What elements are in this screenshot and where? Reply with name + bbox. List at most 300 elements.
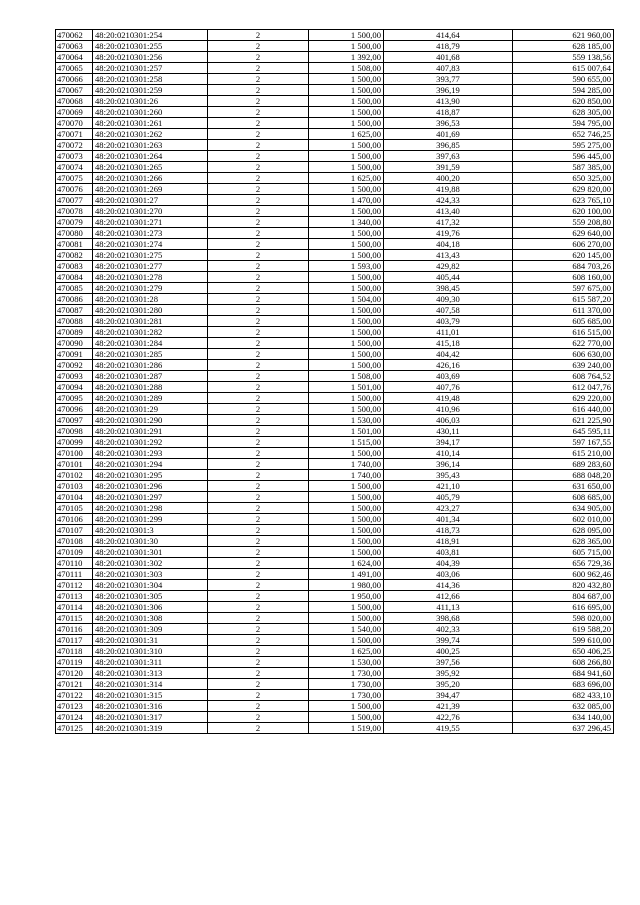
row-number-cell: 470084 (56, 272, 93, 283)
cadastral-value-cell: 628 185,00 (513, 41, 614, 52)
table-row (56, 701, 614, 712)
row-number-cell: 470108 (56, 536, 93, 547)
area-cell: 1 500,00 (309, 492, 384, 503)
specific-value-cell: 423,27 (384, 503, 513, 514)
row-number-cell: 470099 (56, 437, 93, 448)
specific-value-cell: 406,03 (384, 415, 513, 426)
cadastral-number-cell: 48:20:0210301:296 (93, 481, 208, 492)
cadastral-value-cell: 629 220,00 (513, 393, 614, 404)
category-code-cell: 2 (208, 250, 309, 261)
cadastral-value-cell: 650 325,00 (513, 173, 614, 184)
specific-value-cell: 396,53 (384, 118, 513, 129)
cadastral-number-cell: 48:20:0210301:282 (93, 327, 208, 338)
area-cell: 1 500,00 (309, 327, 384, 338)
cadastral-number-cell: 48:20:0210301:280 (93, 305, 208, 316)
cadastral-value-cell: 596 445,00 (513, 151, 614, 162)
specific-value-cell: 417,32 (384, 217, 513, 228)
area-cell: 1 500,00 (309, 602, 384, 613)
area-cell: 1 980,00 (309, 580, 384, 591)
cadastral-value-cell: 559 208,80 (513, 217, 614, 228)
row-number-cell: 470120 (56, 668, 93, 679)
category-code-cell: 2 (208, 30, 309, 41)
cadastral-value-cell: 598 020,00 (513, 613, 614, 624)
cadastral-value-cell: 590 655,00 (513, 74, 614, 85)
row-number-cell: 470073 (56, 151, 93, 162)
cadastral-value-cell: 594 285,00 (513, 85, 614, 96)
cadastral-value-cell: 608 266,80 (513, 657, 614, 668)
row-number-cell: 470069 (56, 107, 93, 118)
category-code-cell: 2 (208, 613, 309, 624)
cadastral-number-cell: 48:20:0210301:273 (93, 228, 208, 239)
category-code-cell: 2 (208, 228, 309, 239)
table-row (56, 305, 614, 316)
row-number-cell: 470098 (56, 426, 93, 437)
cadastral-value-cell: 628 365,00 (513, 536, 614, 547)
specific-value-cell: 418,87 (384, 107, 513, 118)
cadastral-number-cell: 48:20:0210301:311 (93, 657, 208, 668)
category-code-cell: 2 (208, 173, 309, 184)
specific-value-cell: 394,47 (384, 690, 513, 701)
category-code-cell: 2 (208, 657, 309, 668)
table-row (56, 481, 614, 492)
specific-value-cell: 418,91 (384, 536, 513, 547)
area-cell: 1 500,00 (309, 360, 384, 371)
area-cell: 1 500,00 (309, 305, 384, 316)
row-number-cell: 470113 (56, 591, 93, 602)
table-row (56, 459, 614, 470)
table-row (56, 129, 614, 140)
cadastral-value-cell: 820 432,80 (513, 580, 614, 591)
category-code-cell: 2 (208, 712, 309, 723)
category-code-cell: 2 (208, 437, 309, 448)
cadastral-number-cell: 48:20:0210301:270 (93, 206, 208, 217)
row-number-cell: 470082 (56, 250, 93, 261)
cadastral-number-cell: 48:20:0210301:285 (93, 349, 208, 360)
cadastral-number-cell: 48:20:0210301:29 (93, 404, 208, 415)
category-code-cell: 2 (208, 558, 309, 569)
table-row (56, 63, 614, 74)
specific-value-cell: 419,48 (384, 393, 513, 404)
cadastral-number-cell: 48:20:0210301:284 (93, 338, 208, 349)
category-code-cell: 2 (208, 624, 309, 635)
specific-value-cell: 400,20 (384, 173, 513, 184)
cadastral-value-cell: 602 010,00 (513, 514, 614, 525)
table-row (56, 228, 614, 239)
row-number-cell: 470085 (56, 283, 93, 294)
cadastral-value-cell: 621 225,90 (513, 415, 614, 426)
table-row (56, 591, 614, 602)
row-number-cell: 470064 (56, 52, 93, 63)
cadastral-number-cell: 48:20:0210301:266 (93, 173, 208, 184)
cadastral-number-cell: 48:20:0210301:265 (93, 162, 208, 173)
table-row (56, 173, 614, 184)
table-row (56, 602, 614, 613)
table-row (56, 415, 614, 426)
cadastral-value-cell: 605 715,00 (513, 547, 614, 558)
specific-value-cell: 404,39 (384, 558, 513, 569)
table-row (56, 613, 614, 624)
area-cell: 1 500,00 (309, 250, 384, 261)
row-number-cell: 470121 (56, 679, 93, 690)
cadastral-number-cell: 48:20:0210301:288 (93, 382, 208, 393)
table-row (56, 393, 614, 404)
category-code-cell: 2 (208, 338, 309, 349)
specific-value-cell: 401,68 (384, 52, 513, 63)
table-row (56, 558, 614, 569)
cadastral-value-cell: 684 703,26 (513, 261, 614, 272)
category-code-cell: 2 (208, 536, 309, 547)
cadastral-value-cell: 615 587,20 (513, 294, 614, 305)
cadastral-value-cell: 611 370,00 (513, 305, 614, 316)
cadastral-value-cell: 684 941,60 (513, 668, 614, 679)
row-number-cell: 470107 (56, 525, 93, 536)
specific-value-cell: 402,33 (384, 624, 513, 635)
cadastral-value-cell: 682 433,10 (513, 690, 614, 701)
cadastral-value-cell: 622 770,00 (513, 338, 614, 349)
row-number-cell: 470062 (56, 30, 93, 41)
area-cell: 1 500,00 (309, 536, 384, 547)
table-row (56, 646, 614, 657)
table-row (56, 162, 614, 173)
area-cell: 1 500,00 (309, 316, 384, 327)
category-code-cell: 2 (208, 151, 309, 162)
table-row (56, 635, 614, 646)
area-cell: 1 500,00 (309, 30, 384, 41)
cadastral-number-cell: 48:20:0210301:298 (93, 503, 208, 514)
cadastral-value-cell: 650 406,25 (513, 646, 614, 657)
specific-value-cell: 421,39 (384, 701, 513, 712)
area-cell: 1 624,00 (309, 558, 384, 569)
row-number-cell: 470123 (56, 701, 93, 712)
category-code-cell: 2 (208, 162, 309, 173)
category-code-cell: 2 (208, 96, 309, 107)
area-cell: 1 740,00 (309, 470, 384, 481)
cadastral-number-cell: 48:20:0210301:278 (93, 272, 208, 283)
area-cell: 1 500,00 (309, 448, 384, 459)
cadastral-value-cell: 612 047,76 (513, 382, 614, 393)
cadastral-value-cell: 600 962,46 (513, 569, 614, 580)
area-cell: 1 392,00 (309, 52, 384, 63)
cadastral-value-cell: 637 296,45 (513, 723, 614, 734)
category-code-cell: 2 (208, 52, 309, 63)
specific-value-cell: 403,69 (384, 371, 513, 382)
cadastral-number-cell: 48:20:0210301:262 (93, 129, 208, 140)
table-row (56, 624, 614, 635)
category-code-cell: 2 (208, 327, 309, 338)
cadastral-value-cell: 632 085,00 (513, 701, 614, 712)
cadastral-value-cell: 631 650,00 (513, 481, 614, 492)
cadastral-number-cell: 48:20:0210301:257 (93, 63, 208, 74)
specific-value-cell: 419,76 (384, 228, 513, 239)
row-number-cell: 470104 (56, 492, 93, 503)
area-cell: 1 500,00 (309, 41, 384, 52)
table-row (56, 338, 614, 349)
row-number-cell: 470089 (56, 327, 93, 338)
category-code-cell: 2 (208, 305, 309, 316)
category-code-cell: 2 (208, 74, 309, 85)
category-code-cell: 2 (208, 118, 309, 129)
cadastral-value-cell: 606 270,00 (513, 239, 614, 250)
category-code-cell: 2 (208, 602, 309, 613)
row-number-cell: 470076 (56, 184, 93, 195)
specific-value-cell: 407,83 (384, 63, 513, 74)
area-cell: 1 530,00 (309, 415, 384, 426)
area-cell: 1 540,00 (309, 624, 384, 635)
row-number-cell: 470071 (56, 129, 93, 140)
area-cell: 1 500,00 (309, 635, 384, 646)
table-row (56, 525, 614, 536)
table-body (56, 30, 614, 734)
cadastral-value-cell: 688 048,20 (513, 470, 614, 481)
cadastral-number-cell: 48:20:0210301:30 (93, 536, 208, 547)
row-number-cell: 470101 (56, 459, 93, 470)
row-number-cell: 470077 (56, 195, 93, 206)
row-number-cell: 470086 (56, 294, 93, 305)
cadastral-value-cell: 587 385,00 (513, 162, 614, 173)
cadastral-number-cell: 48:20:0210301:269 (93, 184, 208, 195)
category-code-cell: 2 (208, 503, 309, 514)
row-number-cell: 470092 (56, 360, 93, 371)
cadastral-value-cell: 620 850,00 (513, 96, 614, 107)
cadastral-number-cell: 48:20:0210301:301 (93, 547, 208, 558)
cadastral-value-cell: 606 630,00 (513, 349, 614, 360)
area-cell: 1 500,00 (309, 118, 384, 129)
table-row (56, 85, 614, 96)
cadastral-value-cell: 639 240,00 (513, 360, 614, 371)
specific-value-cell: 412,66 (384, 591, 513, 602)
row-number-cell: 470067 (56, 85, 93, 96)
row-number-cell: 470114 (56, 602, 93, 613)
cadastral-number-cell: 48:20:0210301:302 (93, 558, 208, 569)
category-code-cell: 2 (208, 283, 309, 294)
row-number-cell: 470119 (56, 657, 93, 668)
category-code-cell: 2 (208, 415, 309, 426)
specific-value-cell: 419,55 (384, 723, 513, 734)
table-row (56, 569, 614, 580)
specific-value-cell: 411,13 (384, 602, 513, 613)
row-number-cell: 470096 (56, 404, 93, 415)
area-cell: 1 500,00 (309, 481, 384, 492)
table-row (56, 503, 614, 514)
area-cell: 1 500,00 (309, 228, 384, 239)
row-number-cell: 470116 (56, 624, 93, 635)
cadastral-value-cell: 645 595,11 (513, 426, 614, 437)
table-row (56, 382, 614, 393)
table-row (56, 74, 614, 85)
category-code-cell: 2 (208, 349, 309, 360)
table-row (56, 437, 614, 448)
cadastral-value-cell: 608 160,00 (513, 272, 614, 283)
specific-value-cell: 410,14 (384, 448, 513, 459)
area-cell: 1 625,00 (309, 129, 384, 140)
table-row (56, 470, 614, 481)
category-code-cell: 2 (208, 371, 309, 382)
table-row (56, 206, 614, 217)
cadastral-value-cell: 621 960,00 (513, 30, 614, 41)
cadastral-number-cell: 48:20:0210301:281 (93, 316, 208, 327)
cadastral-value-cell: 689 283,60 (513, 459, 614, 470)
category-code-cell: 2 (208, 591, 309, 602)
row-number-cell: 470112 (56, 580, 93, 591)
cadastral-number-cell: 48:20:0210301:3 (93, 525, 208, 536)
table-row (56, 404, 614, 415)
specific-value-cell: 413,90 (384, 96, 513, 107)
specific-value-cell: 398,45 (384, 283, 513, 294)
specific-value-cell: 415,18 (384, 338, 513, 349)
category-code-cell: 2 (208, 63, 309, 74)
specific-value-cell: 403,06 (384, 569, 513, 580)
cadastral-number-cell: 48:20:0210301:263 (93, 140, 208, 151)
cadastral-number-cell: 48:20:0210301:289 (93, 393, 208, 404)
category-code-cell: 2 (208, 514, 309, 525)
row-number-cell: 470125 (56, 723, 93, 734)
area-cell: 1 519,00 (309, 723, 384, 734)
cadastral-value-cell: 628 305,00 (513, 107, 614, 118)
table-row (56, 712, 614, 723)
cadastral-value-cell: 616 440,00 (513, 404, 614, 415)
cadastral-value-cell: 652 746,25 (513, 129, 614, 140)
table-row (56, 52, 614, 63)
specific-value-cell: 398,68 (384, 613, 513, 624)
cadastral-value-cell: 616 515,00 (513, 327, 614, 338)
specific-value-cell: 397,63 (384, 151, 513, 162)
cadastral-number-cell: 48:20:0210301:316 (93, 701, 208, 712)
cadastral-number-cell: 48:20:0210301:286 (93, 360, 208, 371)
specific-value-cell: 424,33 (384, 195, 513, 206)
cadastral-number-cell: 48:20:0210301:255 (93, 41, 208, 52)
cadastral-value-cell: 597 675,00 (513, 283, 614, 294)
table-row (56, 668, 614, 679)
cadastral-number-cell: 48:20:0210301:279 (93, 283, 208, 294)
specific-value-cell: 395,92 (384, 668, 513, 679)
cadastral-number-cell: 48:20:0210301:304 (93, 580, 208, 591)
area-cell: 1 500,00 (309, 525, 384, 536)
cadastral-value-cell: 683 696,00 (513, 679, 614, 690)
cadastral-number-cell: 48:20:0210301:305 (93, 591, 208, 602)
row-number-cell: 470091 (56, 349, 93, 360)
cadastral-number-cell: 48:20:0210301:310 (93, 646, 208, 657)
table-row (56, 316, 614, 327)
category-code-cell: 2 (208, 481, 309, 492)
table-row (56, 327, 614, 338)
specific-value-cell: 421,10 (384, 481, 513, 492)
category-code-cell: 2 (208, 206, 309, 217)
area-cell: 1 500,00 (309, 74, 384, 85)
specific-value-cell: 394,17 (384, 437, 513, 448)
specific-value-cell: 399,74 (384, 635, 513, 646)
specific-value-cell: 405,79 (384, 492, 513, 503)
row-number-cell: 470090 (56, 338, 93, 349)
area-cell: 1 500,00 (309, 107, 384, 118)
category-code-cell: 2 (208, 679, 309, 690)
category-code-cell: 2 (208, 184, 309, 195)
specific-value-cell: 403,81 (384, 547, 513, 558)
table-row (56, 151, 614, 162)
cadastral-number-cell: 48:20:0210301:319 (93, 723, 208, 734)
row-number-cell: 470081 (56, 239, 93, 250)
cadastral-value-cell: 605 685,00 (513, 316, 614, 327)
area-cell: 1 500,00 (309, 404, 384, 415)
cadastral-number-cell: 48:20:0210301:292 (93, 437, 208, 448)
specific-value-cell: 409,30 (384, 294, 513, 305)
cadastral-value-cell: 623 765,10 (513, 195, 614, 206)
cadastral-value-cell: 616 695,00 (513, 602, 614, 613)
cadastral-value-cell: 615 210,00 (513, 448, 614, 459)
category-code-cell: 2 (208, 85, 309, 96)
category-code-cell: 2 (208, 217, 309, 228)
row-number-cell: 470102 (56, 470, 93, 481)
row-number-cell: 470072 (56, 140, 93, 151)
table-row (56, 580, 614, 591)
specific-value-cell: 407,76 (384, 382, 513, 393)
cadastral-value-cell: 595 275,00 (513, 140, 614, 151)
area-cell: 1 500,00 (309, 184, 384, 195)
cadastral-number-cell: 48:20:0210301:258 (93, 74, 208, 85)
category-code-cell: 2 (208, 140, 309, 151)
area-cell: 1 950,00 (309, 591, 384, 602)
cadastral-number-cell: 48:20:0210301:259 (93, 85, 208, 96)
category-code-cell: 2 (208, 316, 309, 327)
cadastral-number-cell: 48:20:0210301:306 (93, 602, 208, 613)
area-cell: 1 730,00 (309, 668, 384, 679)
cadastral-value-cell: 634 140,00 (513, 712, 614, 723)
specific-value-cell: 414,64 (384, 30, 513, 41)
area-cell: 1 730,00 (309, 690, 384, 701)
specific-value-cell: 407,58 (384, 305, 513, 316)
cadastral-number-cell: 48:20:0210301:309 (93, 624, 208, 635)
row-number-cell: 470079 (56, 217, 93, 228)
area-cell: 1 500,00 (309, 272, 384, 283)
specific-value-cell: 395,20 (384, 679, 513, 690)
table-row (56, 492, 614, 503)
area-cell: 1 500,00 (309, 96, 384, 107)
row-number-cell: 470118 (56, 646, 93, 657)
specific-value-cell: 422,76 (384, 712, 513, 723)
table-row (56, 547, 614, 558)
area-cell: 1 730,00 (309, 679, 384, 690)
table-row (56, 272, 614, 283)
row-number-cell: 470068 (56, 96, 93, 107)
table-row (56, 723, 614, 734)
category-code-cell: 2 (208, 668, 309, 679)
cadastral-value-table (55, 29, 614, 734)
cadastral-number-cell: 48:20:0210301:295 (93, 470, 208, 481)
table-row (56, 536, 614, 547)
table-row (56, 349, 614, 360)
table-row (56, 371, 614, 382)
table-row (56, 118, 614, 129)
cadastral-value-cell: 594 795,00 (513, 118, 614, 129)
area-cell: 1 501,00 (309, 426, 384, 437)
category-code-cell: 2 (208, 470, 309, 481)
specific-value-cell: 418,79 (384, 41, 513, 52)
category-code-cell: 2 (208, 580, 309, 591)
table-row (56, 96, 614, 107)
category-code-cell: 2 (208, 382, 309, 393)
category-code-cell: 2 (208, 41, 309, 52)
table-row (56, 250, 614, 261)
table-row (56, 360, 614, 371)
cadastral-number-cell: 48:20:0210301:260 (93, 107, 208, 118)
cadastral-value-cell: 620 100,00 (513, 206, 614, 217)
row-number-cell: 470109 (56, 547, 93, 558)
category-code-cell: 2 (208, 646, 309, 657)
table-row (56, 140, 614, 151)
category-code-cell: 2 (208, 459, 309, 470)
specific-value-cell: 391,59 (384, 162, 513, 173)
area-cell: 1 508,00 (309, 63, 384, 74)
table-row (56, 41, 614, 52)
